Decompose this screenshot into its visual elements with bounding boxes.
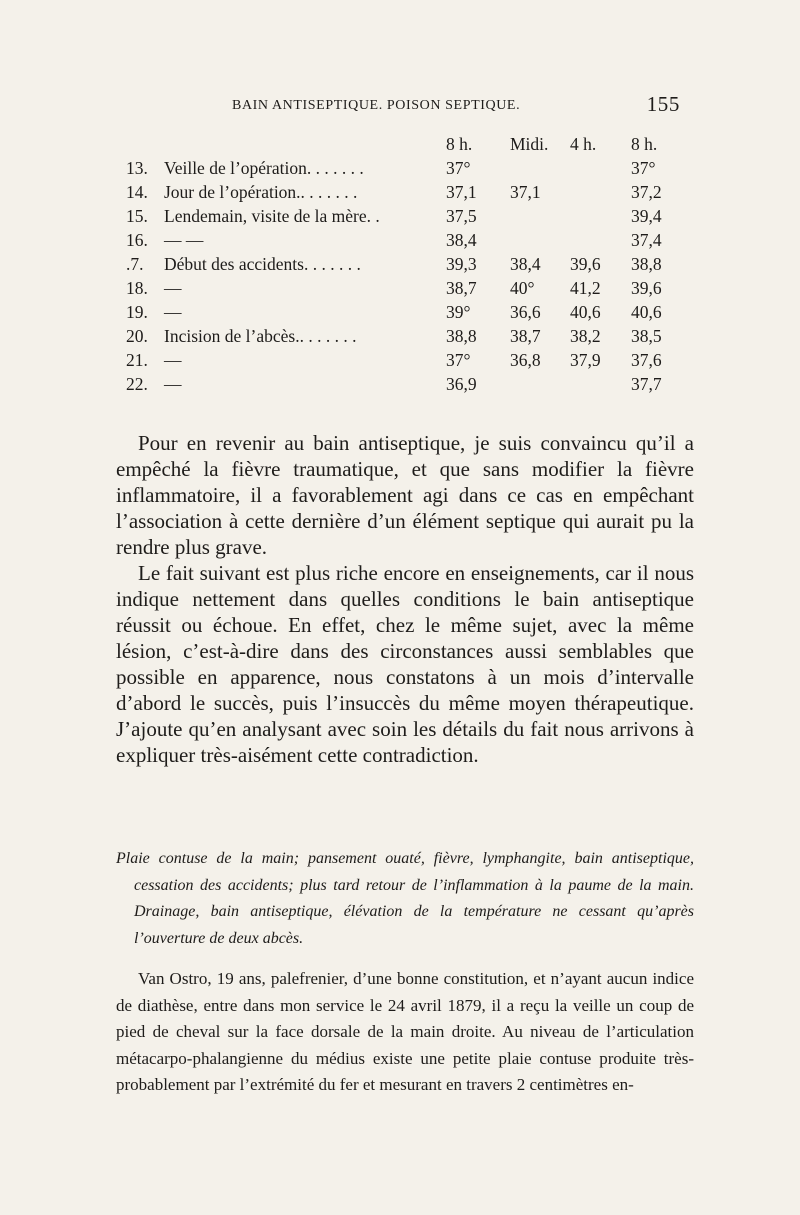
table-cell-num: 20. (126, 326, 148, 346)
table-cell-c1: 37,5 (446, 206, 477, 226)
table-cell-c4: 38,8 (631, 254, 662, 274)
table-cell-c4: 39,4 (631, 206, 662, 226)
table-cell-c3: 40,6 (570, 302, 601, 322)
running-title: BAIN ANTISEPTIQUE. POISON SEPTIQUE. (232, 98, 521, 113)
table-cell-c4: 39,6 (631, 278, 662, 298)
table-cell-c4: 37,4 (631, 230, 662, 250)
table-cell-c4: 40,6 (631, 302, 662, 322)
table-cell-label: Début des accidents. . . . . . . (164, 254, 361, 274)
table-cell-c1: 37,1 (446, 182, 477, 202)
table-cell-c2: 40° (510, 278, 535, 298)
table-cell-c3: 41,2 (570, 278, 601, 298)
table-row (126, 278, 696, 302)
table-row (126, 350, 696, 374)
table-cell-c1: 37° (446, 350, 471, 370)
table-cell-num: 22. (126, 374, 148, 394)
table-cell-c1: 39,3 (446, 254, 477, 274)
page-number: 155 (646, 92, 680, 116)
table-cell-c4: 38,5 (631, 326, 662, 346)
table-row (126, 374, 696, 398)
case-paragraph: Van Ostro, 19 ans, palefrenier, d’une bonne constitution, et n’ayant aucun indice de diathèse, entre dans mon service le 24 avril 1879, il a reçu la veille un coup de pied de cheval sur la face dorsale de la main droite. Au niveau de l’articulation métacarpo-phalangienne du médius existe une petite plaie contuse produite très-probablement par l’extrémité du fer et mesurant en travers 2 centimètres en- (116, 969, 694, 1094)
table-header (126, 134, 696, 158)
paragraph: Le fait suivant est plus riche encore en enseignements, car il nous indique nettement dans quelles conditions le bain antiseptique réussit ou échoue. En effet, chez le même sujet, avec la même lésion, c’est-à-dire dans des circonstances aussi semblables que possible en apparence, nous constatons à un mois d’intervalle d’abord le succès, puis l’insuccès du même moyen thérapeutique. J’ajoute qu’en analysant avec soin les détails du fait nous arrivons à expliquer très-aisément cette contradiction. (116, 561, 694, 767)
table-cell-label: Jour de l’opération.. . . . . . . (164, 182, 358, 202)
table-cell-label: Veille de l’opération. . . . . . . (164, 158, 364, 178)
table-cell-c2: 37,1 (510, 182, 541, 202)
col-header-8h-evening: 8 h. (631, 134, 658, 154)
body-text (116, 430, 694, 768)
table-cell-c1: 37° (446, 158, 471, 178)
table-cell-label: — (164, 350, 182, 370)
table-row (126, 326, 696, 350)
col-header-4h: 4 h. (570, 134, 597, 154)
table-cell-c3: 38,2 (570, 326, 601, 346)
table-cell-c1: 38,8 (446, 326, 477, 346)
table-cell-c1: 36,9 (446, 374, 477, 394)
table-cell-num: 21. (126, 350, 148, 370)
table-cell-label: — (164, 278, 182, 298)
temperature-table (126, 134, 696, 398)
table-cell-label: — (164, 374, 182, 394)
table-row (126, 302, 696, 326)
table-row (126, 158, 696, 182)
table-cell-num: 14. (126, 182, 148, 202)
table-cell-label: — — (164, 230, 204, 250)
table-row (126, 206, 696, 230)
table-cell-label: Lendemain, visite de la mère. . (164, 206, 380, 226)
table-row (126, 230, 696, 254)
table-cell-num: .7. (126, 254, 144, 274)
table-cell-num: 16. (126, 230, 148, 250)
table-cell-label: Incision de l’abcès.. . . . . . . (164, 326, 357, 346)
table-cell-c3: 39,6 (570, 254, 601, 274)
table-row (126, 182, 696, 206)
table-cell-c3: 37,9 (570, 350, 601, 370)
table-cell-c2: 38,4 (510, 254, 541, 274)
table-row (126, 254, 696, 278)
table-cell-num: 19. (126, 302, 148, 322)
table-cell-num: 15. (126, 206, 148, 226)
table-cell-c1: 39° (446, 302, 471, 322)
paragraph: Pour en revenir au bain antiseptique, je suis convaincu qu’il a empêché la fièvre traumatique, et que sans modifier la fièvre inflammatoire, il a favorablement agi dans ce cas en empêchant l’association à cette dernière d’un élément septique qui aurait pu la rendre plus grave. (116, 431, 694, 559)
table-cell-c2: 38,7 (510, 326, 541, 346)
table-cell-c4: 37° (631, 158, 656, 178)
table-cell-c4: 37,7 (631, 374, 662, 394)
col-header-8h: 8 h. (446, 134, 473, 154)
table-cell-c4: 37,6 (631, 350, 662, 370)
table-cell-c4: 37,2 (631, 182, 662, 202)
table-cell-num: 18. (126, 278, 148, 298)
case-description (116, 966, 694, 1099)
case-summary (116, 846, 694, 952)
table-cell-c2: 36,8 (510, 350, 541, 370)
table-cell-c2: 36,6 (510, 302, 541, 322)
table-cell-label: — (164, 302, 182, 322)
table-cell-c1: 38,7 (446, 278, 477, 298)
case-summary-text: Plaie contuse de la main; pansement ouaté, fièvre, lymphangite, bain antiseptique, cessation des accidents; plus tard retour de l’inflammation à la paume de la main. Drainage, bain antiseptique, élévation de la température ne cessant qu’après l’ouverture de deux abcès. (116, 850, 694, 947)
col-header-midi: Midi. (510, 134, 549, 154)
table-cell-num: 13. (126, 158, 148, 178)
table-cell-c1: 38,4 (446, 230, 477, 250)
